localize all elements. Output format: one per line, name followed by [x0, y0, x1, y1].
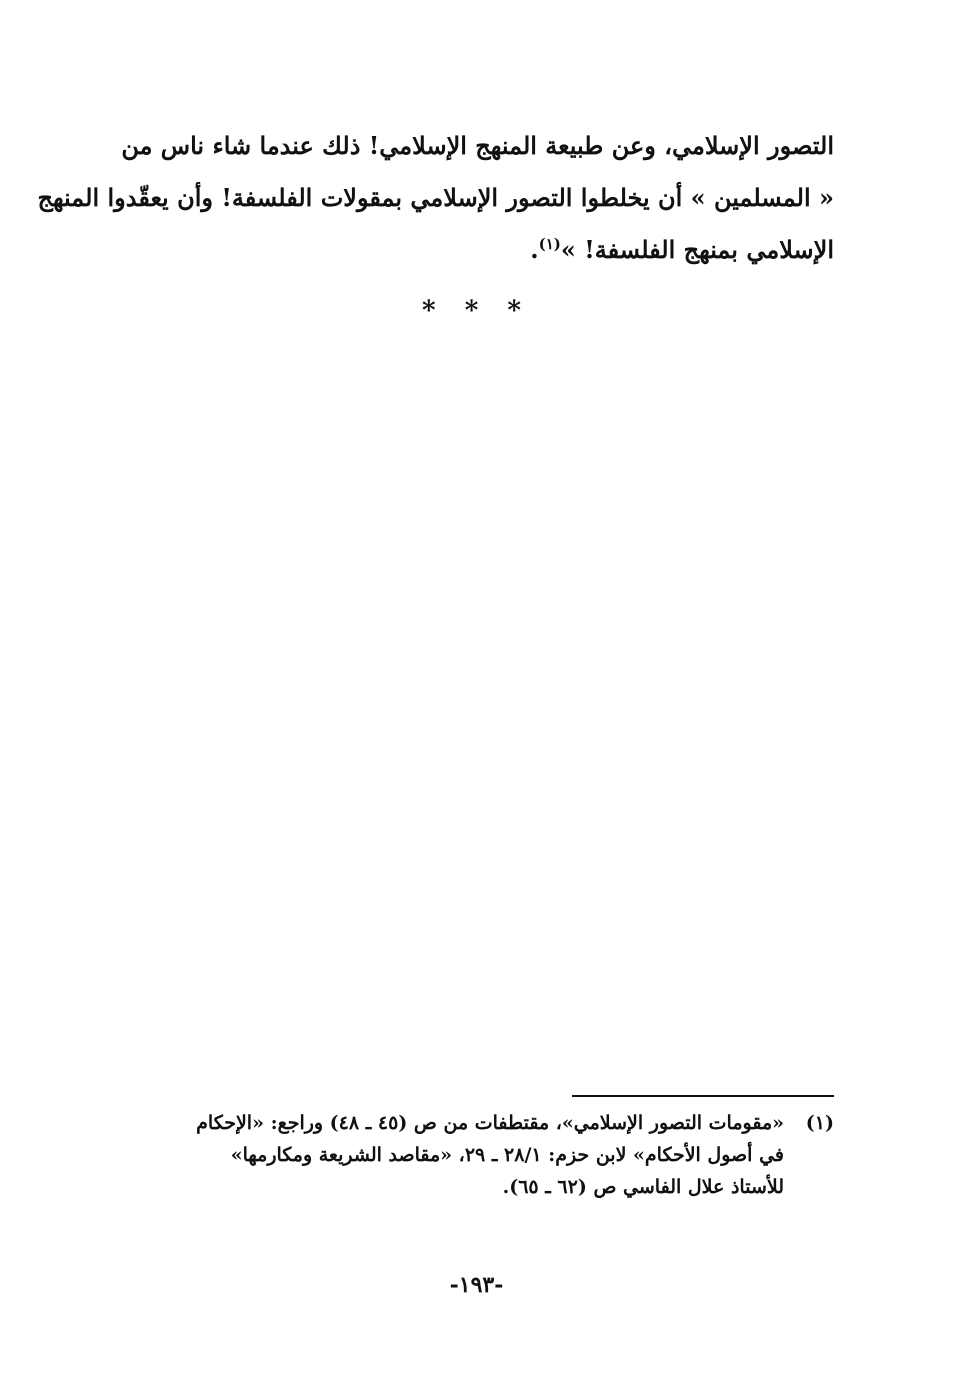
paragraph-line: الإسلامي بمنهج الفلسفة! » [560, 235, 834, 264]
footnote-item [128, 1107, 834, 1203]
end-punctuation: . [530, 235, 539, 264]
paragraph-line: « المسلمين » أن يخلطوا التصور الإسلامي بمقولات الفلسفة! وأن يعقّدوا المنهج [37, 183, 834, 212]
page-number: -١٩٣- [449, 1272, 504, 1298]
footnote-text [128, 1107, 784, 1203]
footnotes [128, 1107, 834, 1203]
footnote-number: (١) [805, 1112, 834, 1134]
footnote-divider [572, 1095, 834, 1097]
footnote-reference[interactable]: (١) [538, 235, 561, 253]
main-paragraph [37, 120, 834, 276]
paragraph-line: التصور الإسلامي، وعن طبيعة المنهج الإسلامي! ذلك عندما شاء ناس من [121, 131, 834, 160]
paragraph-last-line [128, 224, 834, 276]
footnote-line: «مقومات التصور الإسلامي»، مقتطفات من ص (٤٥ ـ ٤٨) وراجع: «الإحكام [196, 1112, 784, 1134]
footnote-line: في أصول الأحكام» لابن حزم: ٢٨/١ ـ ٢٩، «مقاصد الشريعة ومكارمها» [230, 1144, 784, 1166]
footnote-line: للأستاذ علال الفاسي ص (٦٢ ـ ٦٥). [502, 1176, 784, 1198]
section-separator: * * * [422, 296, 531, 326]
